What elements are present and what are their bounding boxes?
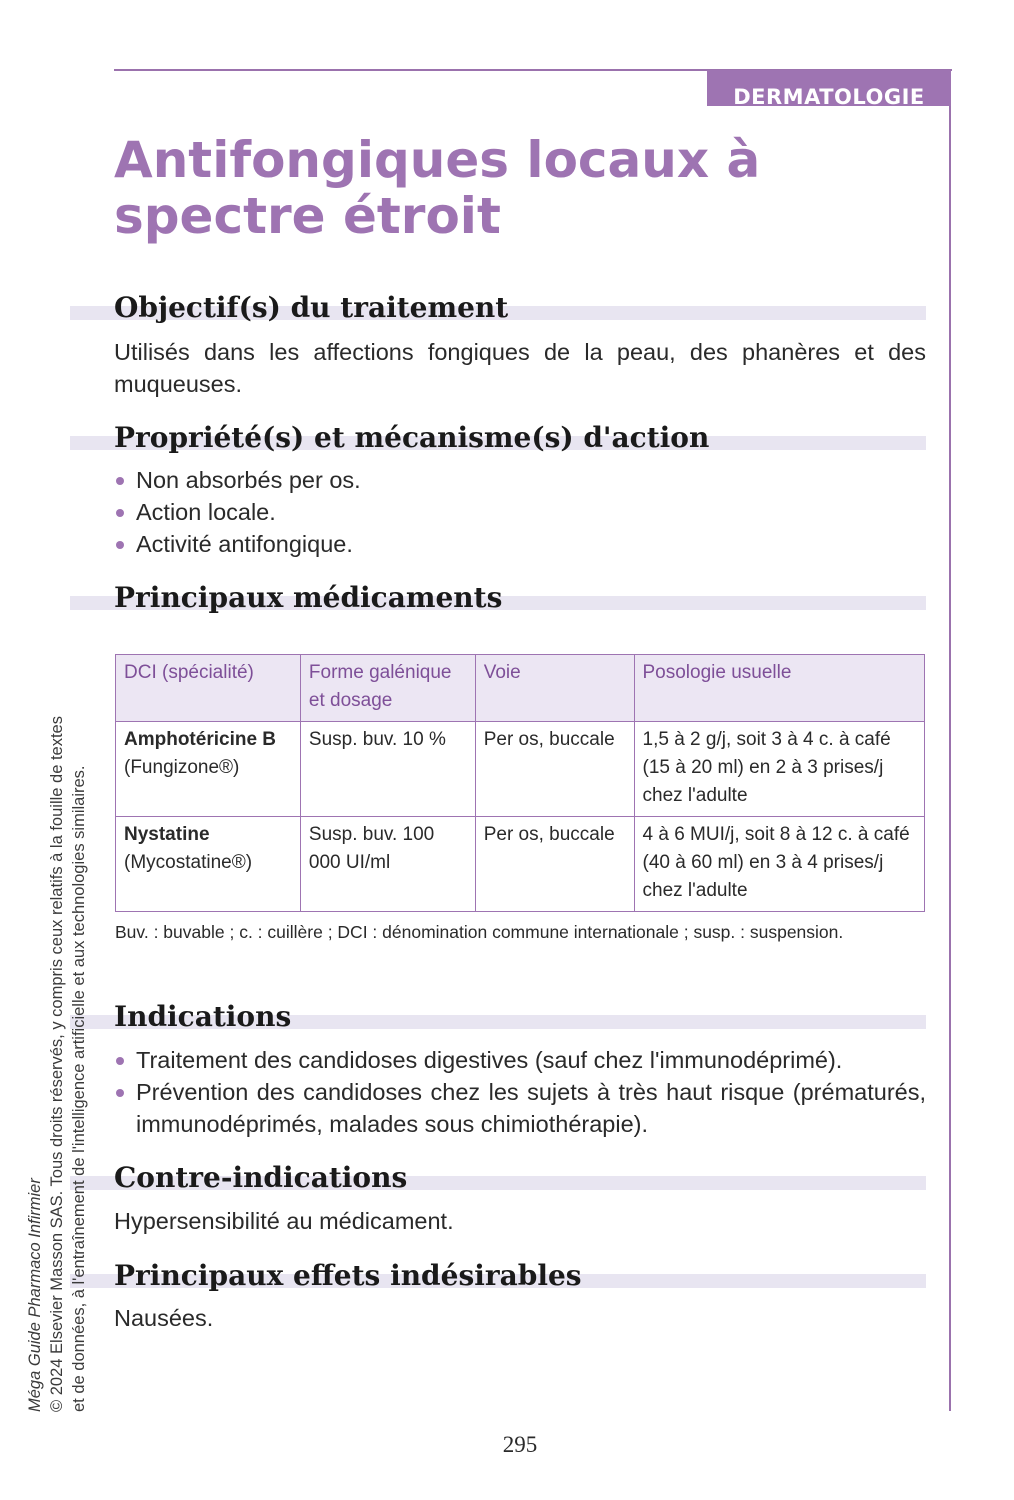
list-item: Traitement des candidoses digestives (sauf chez l'immunodéprimé). (114, 1044, 926, 1076)
posologie-cell: 1,5 à 2 g/j, soit 3 à 4 c. à café (15 à 20 ml) en 2 à 3 prises/j chez l'adulte (634, 722, 925, 817)
copyright-sidenote (24, 632, 94, 1412)
table-header-row (116, 655, 925, 722)
section-heading-objectifs (70, 290, 926, 326)
voie-cell: Per os, buccale (475, 817, 634, 912)
dci-cell (116, 817, 301, 912)
specialite: (Fungizone®) (124, 757, 240, 778)
list-item: Action locale. (114, 496, 926, 528)
book-title: Méga Guide Pharmaco Infirmier (26, 1178, 44, 1412)
bullet-icon (116, 541, 124, 549)
copyright-line: et de données, à l'entraînement de l'intelligence artificielle et aux technologies similaires. (70, 765, 88, 1412)
column-header: Posologie usuelle (634, 655, 925, 722)
column-header: Forme galénique et dosage (300, 655, 475, 722)
list-item: Activité antifongique. (114, 528, 926, 560)
dci-cell (116, 722, 301, 817)
table-footnote: Buv. : buvable ; c. : cuillère ; DCI : dénomination commune internationale ; susp. : suspension. (115, 922, 844, 942)
list-item: Non absorbés per os. (114, 464, 926, 496)
column-header: Voie (475, 655, 634, 722)
section-heading-effets (70, 1258, 926, 1294)
heading-text: Principaux effets indésirables (114, 1259, 582, 1292)
bullet-icon (116, 477, 124, 485)
table-row (116, 817, 925, 912)
proprietes-list (114, 464, 926, 560)
copyright-line: © 2024 Elsevier Masson SAS. Tous droits réservés, y compris ceux relatifs à la fouille de textes (48, 716, 66, 1412)
bullet-icon (116, 1089, 124, 1097)
contre-indications-text: Hypersensibilité au médicament. (114, 1208, 454, 1234)
section-heading-medicaments (70, 580, 926, 616)
category-tag: DERMATOLOGIE (707, 70, 951, 106)
section-heading-indications (70, 999, 926, 1035)
medications-table (115, 654, 925, 912)
section-heading-contre-indications (70, 1160, 926, 1196)
heading-text: Contre-indications (114, 1161, 408, 1194)
bullet-icon (116, 1057, 124, 1065)
section-heading-proprietes (70, 420, 926, 456)
dci-name: Nystatine (124, 824, 210, 845)
posologie-cell: 4 à 6 MUI/j, soit 8 à 12 c. à café (40 à 60 ml) en 3 à 4 prises/j chez l'adulte (634, 817, 925, 912)
page-number: 295 (502, 1432, 538, 1457)
list-item: Prévention des candidoses chez les sujets à très haut risque (prématurés, immunodéprimés, malades sous chimiothérapie). (114, 1076, 926, 1140)
effets-text: Nausées. (114, 1305, 214, 1331)
indications-list (114, 1044, 926, 1140)
bullet-icon (116, 509, 124, 517)
right-edge-rule (949, 69, 951, 1411)
forme-cell: Susp. buv. 100 000 UI/ml (300, 817, 475, 912)
heading-text: Indications (114, 1000, 292, 1033)
objectifs-text: Utilisés dans les affections fongiques de la peau, des phanères et des muqueuses. (114, 339, 926, 397)
forme-cell: Susp. buv. 10 % (300, 722, 475, 817)
heading-text: Propriété(s) et mécanisme(s) d'action (114, 421, 710, 454)
column-header: DCI (spécialité) (116, 655, 301, 722)
heading-text: Principaux médicaments (114, 581, 503, 614)
specialite: (Mycostatine®) (124, 852, 253, 873)
voie-cell: Per os, buccale (475, 722, 634, 817)
page-title: Antifongiques locaux à spectre étroit (114, 131, 761, 245)
dci-name: Amphotéricine B (124, 729, 277, 750)
table-row (116, 722, 925, 817)
heading-text: Objectif(s) du traitement (114, 291, 509, 324)
